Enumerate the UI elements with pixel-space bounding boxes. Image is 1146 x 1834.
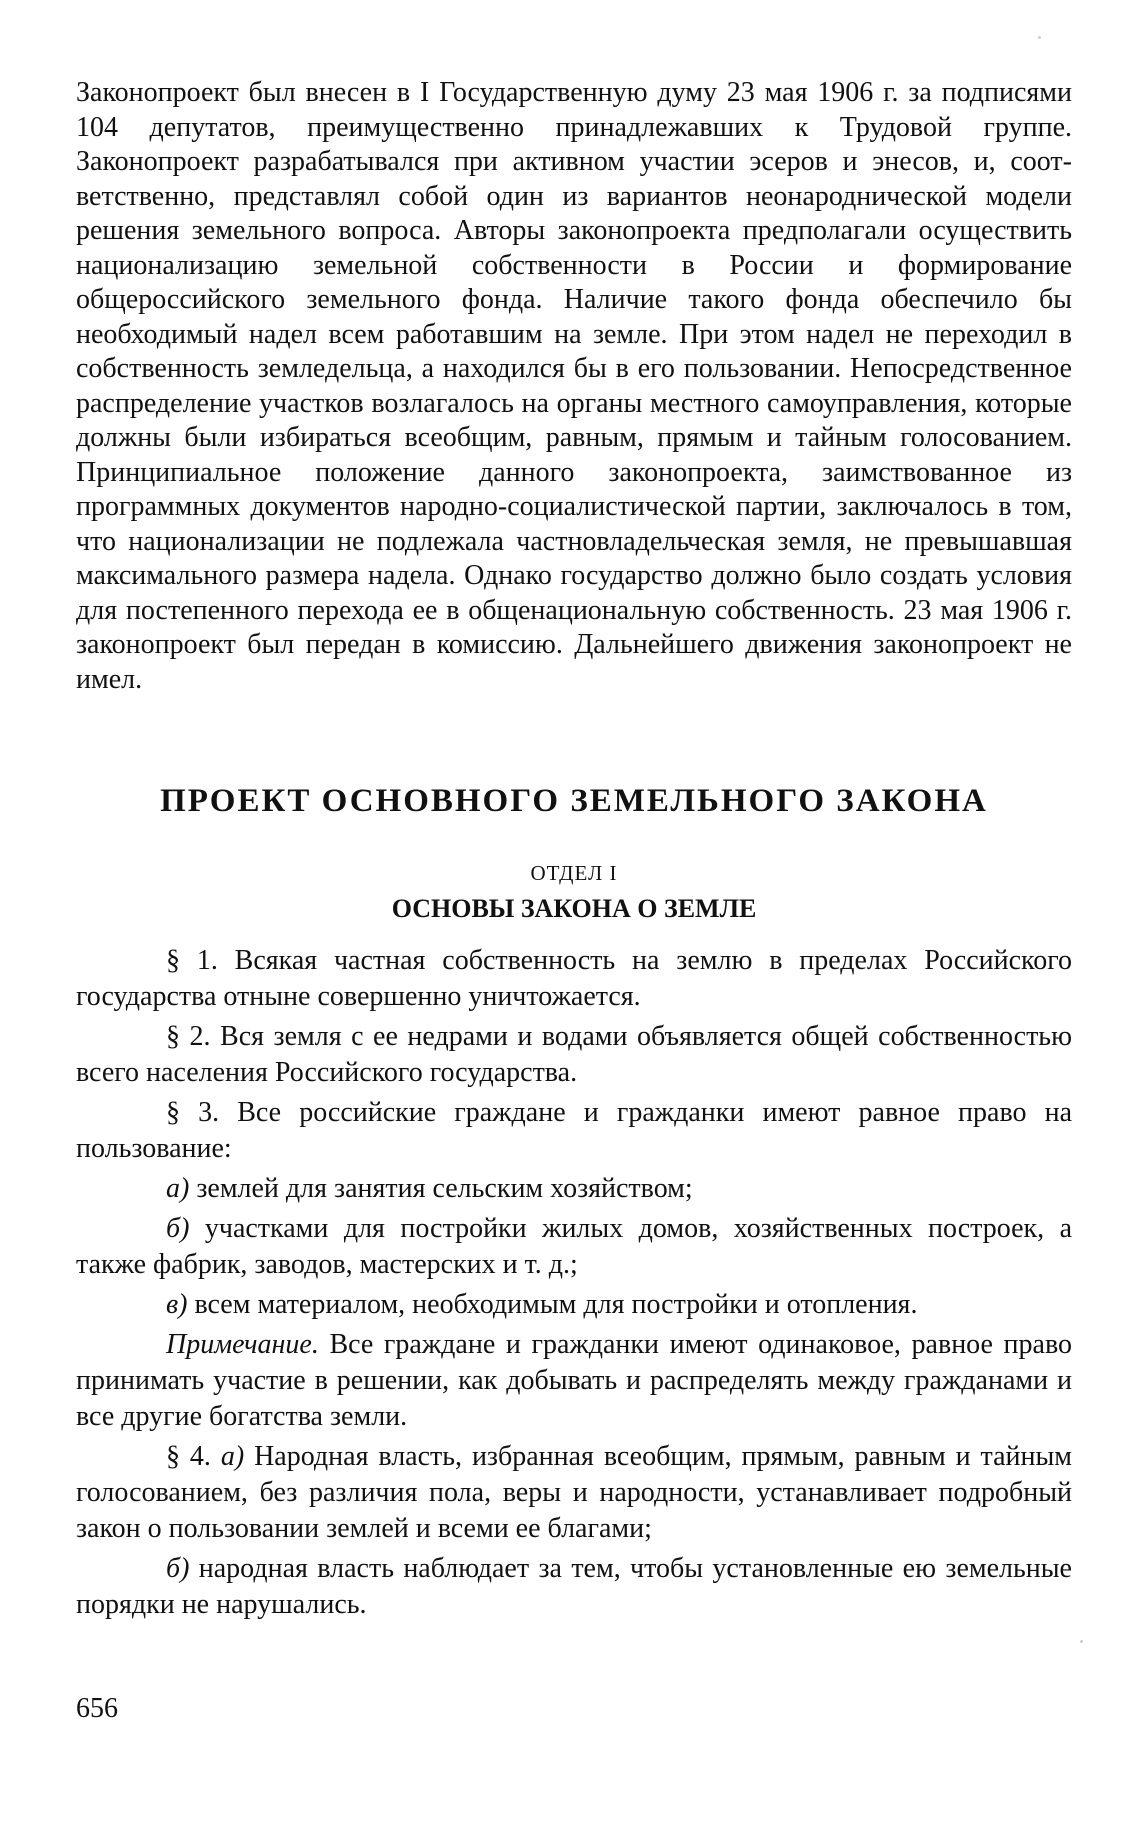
clause-4-item-b xyxy=(76,1551,1072,1623)
item-letter: а) xyxy=(220,1441,245,1472)
section-title: ОСНОВЫ ЗАКОНА О ЗЕМЛЕ xyxy=(391,894,757,923)
clause-2: § 2. Вся земля с ее недрами и водами объявляется общей собственностью всего населения Российского государства. xyxy=(76,1021,1072,1088)
item-letter: а) xyxy=(166,1173,190,1204)
item-letter: б) xyxy=(166,1553,190,1584)
scan-artifact xyxy=(1080,1640,1083,1643)
item-text: всем материалом, необходимым для постройки и отопления. xyxy=(187,1289,918,1320)
note-label: Примечание. xyxy=(166,1329,319,1360)
item-text: землей для занятия сельским хозяйством; xyxy=(189,1173,693,1204)
clause-3-item-a xyxy=(76,1171,1072,1207)
clause-1: § 1. Всякая частная собственность на землю в пределах Российского государства отныне совершенно уничтожается. xyxy=(76,945,1072,1012)
item-text: Народная власть, избранная всеобщим, прямым, равным и тайным голосованием, без различия пола, веры и народности, устанавливает подробный закон о пользовании землей и всеми ее благами; xyxy=(76,1441,1073,1544)
clause-4-item-a xyxy=(76,1439,1072,1547)
item-text: народная власть наблюдает за тем, чтобы установленные ею земельные порядки не нарушались. xyxy=(76,1553,1072,1620)
item-letter: в) xyxy=(166,1289,188,1320)
clause-4-prefix: § 4. xyxy=(166,1441,221,1472)
clause-3-note xyxy=(76,1327,1072,1435)
item-letter: б) xyxy=(166,1213,190,1244)
clause-3: § 3. Все российские граждане и гражданки имеют равное право на пользование: xyxy=(76,1097,1072,1164)
clause-3-item-b xyxy=(76,1211,1072,1283)
item-text: участками для постройки жилых домов, хозяйственных построек, а также фабрик, заводов, мастерских и т. д.; xyxy=(76,1213,1072,1280)
clause-3-item-c xyxy=(76,1287,1072,1323)
document-title: ПРОЕКТ ОСНОВНОГО ЗЕМЕЛЬНОГО ЗАКОНА xyxy=(160,783,988,819)
section-label: ОТДЕЛ I xyxy=(530,861,618,885)
document-page xyxy=(76,72,1072,1623)
intro-paragraph: Законопроект был внесен в I Государственную думу 23 мая 1906 г. за подписями 104 депутатов, преимущественно принадлежавших к Трудовой группе. Законопроект разрабатывался при активном участии эсеров и энесов, и, соответственно, представлял собой один из вариантов неонароднической модели решения земельного вопроса. Авторы законопроекта предполагали осуществить национализацию земельной собственности в России и формирование общероссийского земельного фонда. Наличие такого фонда обеспечило бы необходимый надел всем работавшим на земле. При этом надел не переходил в собственность земледельца, а находился бы в его пользовании. Непосредственное распределение участков возлагалось на органы местного самоуправления, которые должны были избираться всеобщим, равным, прямым и тайным голосованием. Принципиальное положение данного законопроекта, заимствованное из программных документов народно-социалистической партии, заключалось в том, что национализации не подлежала частновладельческая земля, не превышавшая максимального размера надела. Однако государство должно было создать условия для постепенного перехода ее в общенациональную собственность. 23 мая 1906 г. законопроект был передан в комиссию. Дальнейшего движения законопроект не имел. xyxy=(76,77,1072,695)
scan-artifact xyxy=(1038,36,1041,39)
page-number: 656 xyxy=(76,1693,118,1724)
note-text: Все граждане и гражданки имеют одинаковое, равное право принимать участие в решении, как добывать и распределять между гражданами и все другие богатства земли. xyxy=(76,1329,1072,1432)
